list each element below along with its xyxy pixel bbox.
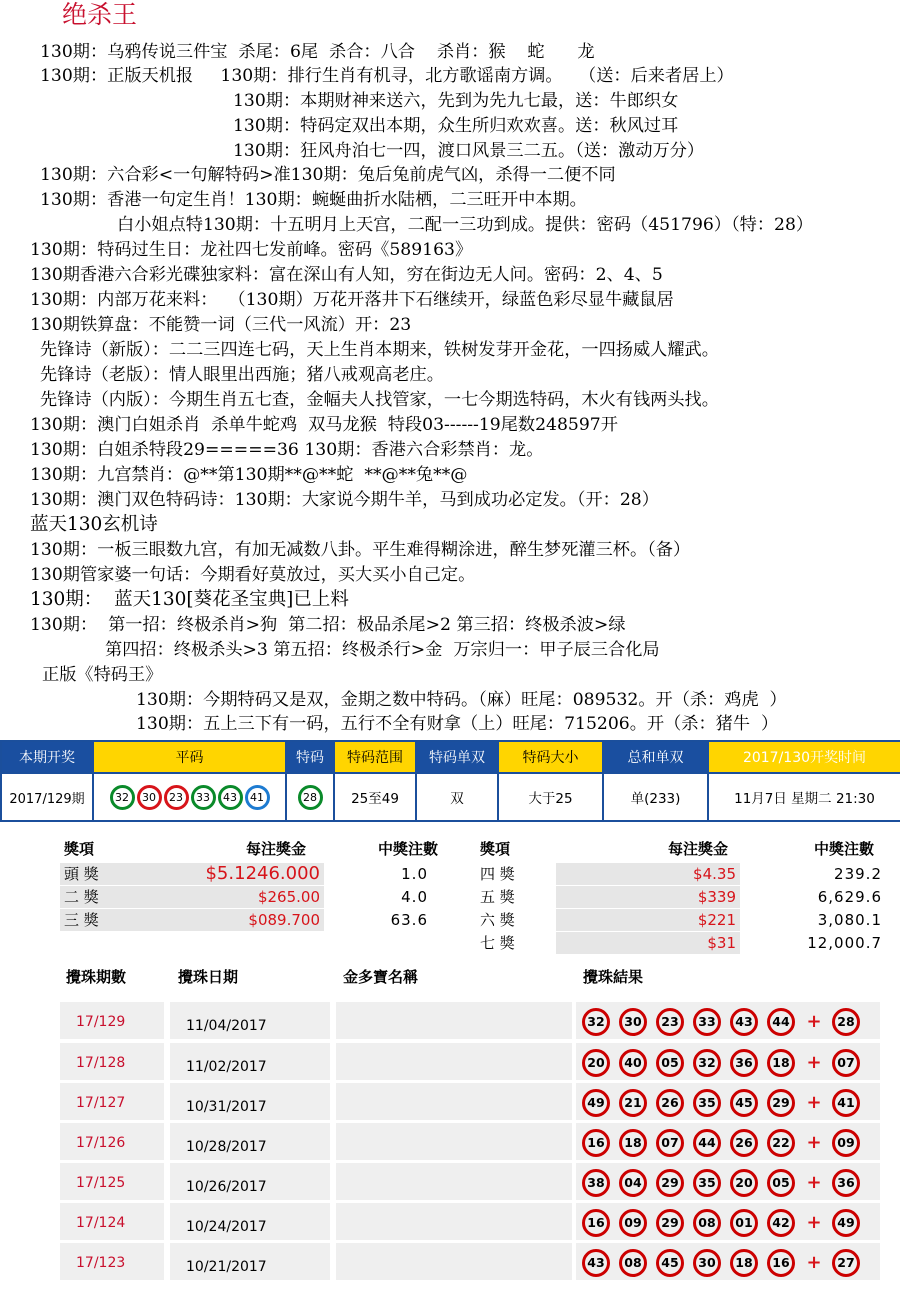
number-ball: 26: [656, 1089, 684, 1117]
poem-line: 130期：九宫禁肖：@**第130期**@**蛇 **@**兔**@: [30, 465, 468, 485]
number-ball: 43: [218, 785, 243, 810]
history-balls: [582, 1129, 869, 1157]
poem-line: 130期：内部万花来料： （130期）万花开落井下石继续开，绿蓝色彩尽显牛藏鼠居: [30, 290, 674, 310]
number-ball: 29: [656, 1169, 684, 1197]
number-ball: 36: [730, 1049, 758, 1077]
prize-count: 239.2: [834, 865, 882, 883]
poem-line: 130期： 第一招：终极杀肖>狗 第二招：极品杀尾>2 第三招：终极杀波>绿: [30, 615, 626, 635]
number-ball: 08: [619, 1249, 647, 1277]
poem-line: 130期：香港一句定生肖！130期：蜿蜒曲折水陆栖，二三旺开中本期。: [40, 190, 587, 210]
number-ball: 26: [730, 1129, 758, 1157]
prize-count: 3,080.1: [817, 911, 882, 929]
number-ball: 33: [191, 785, 216, 810]
history-balls: [582, 1049, 869, 1077]
poem-line: 130期：五上三下有一码，五行不全有财拿（上）旺尾：715206。开（杀：猪牛 ）: [136, 714, 779, 734]
history-period: 17/126: [76, 1135, 126, 1151]
number-ball: 44: [767, 1008, 795, 1036]
prize-amount: $265.00: [140, 886, 324, 908]
poem-line: 130期管家婆一句话：今期看好莫放过，买大买小自己定。: [30, 565, 476, 585]
poem-line: 正版《特码王》: [42, 665, 163, 685]
prize-row: [476, 932, 886, 954]
history-row: [60, 1203, 880, 1243]
poem-line: 130期：六合彩<一句解特码>准130期：兔后兔前虎气凶，杀得一二便不同: [40, 165, 616, 185]
result-size: 大于25: [498, 773, 603, 821]
header-sum: 总和单双: [603, 741, 708, 773]
history-cell: [336, 1123, 572, 1160]
special-number-ball: 36: [832, 1169, 860, 1197]
poem-line: 先锋诗（内版）：今期生肖五七查，金幅夫人找管家，一七今期选特码，木火有钱两头找。: [40, 390, 719, 410]
history-balls: [582, 1169, 869, 1197]
prize-right: [476, 838, 886, 958]
header-size: 特码大小: [498, 741, 603, 773]
poem-line: 130期： 蓝天130[葵花圣宝典]已上料: [30, 589, 349, 610]
number-ball: 35: [693, 1169, 721, 1197]
number-ball: 30: [137, 785, 162, 810]
prize-count: 63.6: [390, 911, 428, 929]
result-sum: 单(233): [603, 773, 708, 821]
regular-balls: [93, 773, 286, 821]
header-odd-even: 特码单双: [416, 741, 498, 773]
header-regular: 平码: [93, 741, 286, 773]
history-cell: [336, 1203, 572, 1240]
number-ball: 18: [619, 1129, 647, 1157]
number-ball: 04: [619, 1169, 647, 1197]
page-title: 绝杀王: [62, 0, 138, 29]
poem-line: 先锋诗（老版）：情人眼里出西施；猪八戒观高老庄。: [40, 365, 444, 385]
number-ball: 33: [693, 1008, 721, 1036]
prize-name: 五 獎: [476, 886, 558, 908]
result-table: [0, 740, 900, 822]
number-ball: 18: [767, 1049, 795, 1077]
history-row: [60, 1163, 880, 1203]
number-ball: 44: [693, 1129, 721, 1157]
history-cell: [336, 1163, 572, 1200]
number-ball: 16: [582, 1129, 610, 1157]
history-row: [60, 1083, 880, 1123]
plus-icon: +: [806, 1132, 822, 1153]
prize-head-amount: 每注獎金: [668, 840, 729, 858]
history-row: [60, 1043, 880, 1083]
prize-name: 三 獎: [60, 909, 142, 931]
number-ball: 32: [693, 1049, 721, 1077]
prize-head-count: 中獎注數: [814, 840, 875, 858]
number-ball: 16: [767, 1249, 795, 1277]
prize-count: 1.0: [401, 865, 428, 883]
history-date: 10/24/2017: [186, 1219, 267, 1235]
special-number-ball: 41: [832, 1089, 860, 1117]
prize-row: [476, 863, 886, 885]
poem-line: 130期：特码定双出本期，众生所归欢欢喜。送：秋风过耳: [233, 116, 679, 136]
header-current: 本期开奖: [1, 741, 93, 773]
number-ball: 18: [730, 1249, 758, 1277]
prize-amount: $339: [556, 886, 740, 908]
number-ball: 07: [656, 1129, 684, 1157]
history-cell: [336, 1083, 572, 1120]
special-number-ball: 07: [832, 1049, 860, 1077]
number-ball: 23: [164, 785, 189, 810]
poem-line: 先锋诗（新版）：二二三四连七码，天上生肖本期来，铁树发芽开金花，一四扬威人耀武。: [40, 340, 719, 360]
result-next-time: 11月7日 星期二 21:30: [708, 773, 900, 821]
number-ball: 09: [619, 1209, 647, 1237]
prize-row: [476, 909, 886, 931]
number-ball: 16: [582, 1209, 610, 1237]
history-date: 10/28/2017: [186, 1139, 267, 1155]
plus-icon: +: [806, 1252, 822, 1273]
number-ball: 45: [656, 1249, 684, 1277]
prize-count: 12,000.7: [807, 934, 882, 952]
poem-line: 130期：本期财神来送六，先到为先九七最，送：牛郎织女: [233, 91, 679, 111]
number-ball: 49: [582, 1089, 610, 1117]
prize-name: 四 獎: [476, 863, 558, 885]
poem-line: 130期：特码过生日：龙社四七发前峰。密码《589163》: [30, 240, 473, 260]
number-ball: 21: [619, 1089, 647, 1117]
number-ball: 32: [582, 1008, 610, 1036]
number-ball: 41: [245, 785, 270, 810]
plus-icon: +: [806, 1172, 822, 1193]
history-period: 17/127: [76, 1095, 126, 1111]
special-ball: [286, 773, 334, 821]
number-ball: 32: [110, 785, 135, 810]
poem-line: 白小姐点特130期：十五明月上天宫，二配一三功到成。提供：密码（451796）（特：28）: [117, 215, 814, 235]
number-ball: 29: [656, 1209, 684, 1237]
poem-line: 130期：一板三眼数九宫，有加无减数八卦。平生难得糊涂进，醉生梦死灌三杯。（备）: [30, 540, 691, 560]
history-date: 11/02/2017: [186, 1059, 267, 1075]
prize-head-count: 中獎注數: [378, 840, 439, 858]
prize-amount: $221: [556, 909, 740, 931]
history-balls: [582, 1209, 869, 1237]
number-ball: 20: [582, 1049, 610, 1077]
plus-icon: +: [806, 1092, 822, 1113]
header-special: 特码: [286, 741, 334, 773]
poem-line: 蓝天130玄机诗: [30, 514, 158, 535]
number-ball: 30: [619, 1008, 647, 1036]
poem-line: 130期：正版天机报 130期：排行生肖有机寻，北方歌谣南方调。 （送：后来者居上）: [40, 66, 734, 86]
number-ball: 20: [730, 1169, 758, 1197]
prize-row: [60, 886, 458, 908]
history-cell: [336, 1043, 572, 1080]
history-cell: [336, 1002, 572, 1039]
history-row: [60, 1002, 880, 1042]
special-number-ball: 09: [832, 1129, 860, 1157]
number-ball: 22: [767, 1129, 795, 1157]
number-ball: 23: [656, 1008, 684, 1036]
number-ball: 42: [767, 1209, 795, 1237]
number-ball: 29: [767, 1089, 795, 1117]
result-odd-even: 双: [416, 773, 498, 821]
history-period: 17/123: [76, 1255, 126, 1271]
prize-amount: $089.700: [140, 909, 324, 931]
number-ball: 05: [767, 1169, 795, 1197]
number-ball: 43: [730, 1008, 758, 1036]
history-row: [60, 1123, 880, 1163]
prize-count: 6,629.6: [817, 888, 882, 906]
poem-line: 130期香港六合彩光碟独家料：富在深山有人知，穷在街边无人问。密码：2、4、5: [30, 265, 663, 285]
poem-line: 第四招：终极杀头>3 第五招：终极杀行>金 万宗归一：甲子辰三合化局: [105, 640, 660, 660]
number-ball: 35: [693, 1089, 721, 1117]
poem-line: 130期铁算盘：不能赞一词（三代一风流）开：23: [30, 315, 412, 335]
prize-amount: $5.1246.000: [140, 863, 324, 885]
number-ball: 30: [693, 1249, 721, 1277]
plus-icon: +: [806, 1212, 822, 1233]
number-ball: 38: [582, 1169, 610, 1197]
history-date: 10/21/2017: [186, 1259, 267, 1275]
prize-name: 六 獎: [476, 909, 558, 931]
prize-row: [60, 909, 458, 931]
poem-line: 130期：澳门白姐杀肖 杀单牛蛇鸡 双马龙猴 特段03------19尾数248597开: [30, 415, 618, 435]
number-ball: 01: [730, 1209, 758, 1237]
number-ball: 40: [619, 1049, 647, 1077]
history-date: 11/04/2017: [186, 1018, 267, 1034]
history-head-period: 攪珠期數: [66, 968, 127, 986]
header-range: 特码范围: [334, 741, 416, 773]
number-ball: 45: [730, 1089, 758, 1117]
history-row: [60, 1243, 880, 1283]
special-number-ball: 49: [832, 1209, 860, 1237]
prize-left: [60, 838, 458, 938]
prize-head-item: 獎項: [64, 840, 95, 858]
number-ball: 05: [656, 1049, 684, 1077]
plus-icon: +: [806, 1011, 822, 1032]
prize-count: 4.0: [401, 888, 428, 906]
poem-line: 130期：白姐杀特段29=====36 130期：香港六合彩禁肖：龙。: [30, 440, 544, 460]
history-balls: [582, 1008, 869, 1036]
prize-amount: $4.35: [556, 863, 740, 885]
history-head-name: 金多寶名稱: [343, 968, 419, 986]
prize-head-amount: 每注獎金: [246, 840, 307, 858]
result-period: 2017/129期: [1, 773, 93, 821]
plus-icon: +: [806, 1052, 822, 1073]
special-number-ball: 28: [298, 785, 323, 810]
history-cell: [336, 1243, 572, 1280]
result-range: 25至49: [334, 773, 416, 821]
history-balls: [582, 1089, 869, 1117]
history-period: 17/129: [76, 1014, 126, 1030]
poem-line: 130期：狂风舟泊七一四，渡口风景三二五。（送：激动万分）: [233, 141, 705, 161]
history-head-result: 攪珠結果: [583, 968, 644, 986]
history-period: 17/125: [76, 1175, 126, 1191]
special-number-ball: 27: [832, 1249, 860, 1277]
number-ball: 43: [582, 1249, 610, 1277]
prize-name: 二 獎: [60, 886, 142, 908]
history-period: 17/124: [76, 1215, 126, 1231]
special-number-ball: 28: [832, 1008, 860, 1036]
prize-name: 七 獎: [476, 932, 558, 954]
history-balls: [582, 1249, 869, 1277]
poem-line: 130期：乌鸦传说三件宝 杀尾：6尾 杀合：八合 杀肖：猴 蛇 龙: [40, 42, 595, 62]
history-date: 10/31/2017: [186, 1099, 267, 1115]
history-period: 17/128: [76, 1055, 126, 1071]
prize-name: 頭 獎: [60, 863, 142, 885]
prize-head-item: 獎項: [480, 840, 511, 858]
prize-row: [60, 863, 458, 885]
poem-line: 130期：澳门双色特码诗：130期：大家说今期牛羊，马到成功必定发。（开：28）: [30, 490, 659, 510]
prize-row: [476, 886, 886, 908]
history-head-date: 攪珠日期: [178, 968, 239, 986]
history-date: 10/26/2017: [186, 1179, 267, 1195]
header-next-time: 2017/130开奖时间: [708, 741, 900, 773]
poem-line: 130期：今期特码又是双，金期之数中特码。（麻）旺尾：089532。开（杀：鸡虎 ）: [136, 690, 787, 710]
number-ball: 08: [693, 1209, 721, 1237]
prize-amount: $31: [556, 932, 740, 954]
